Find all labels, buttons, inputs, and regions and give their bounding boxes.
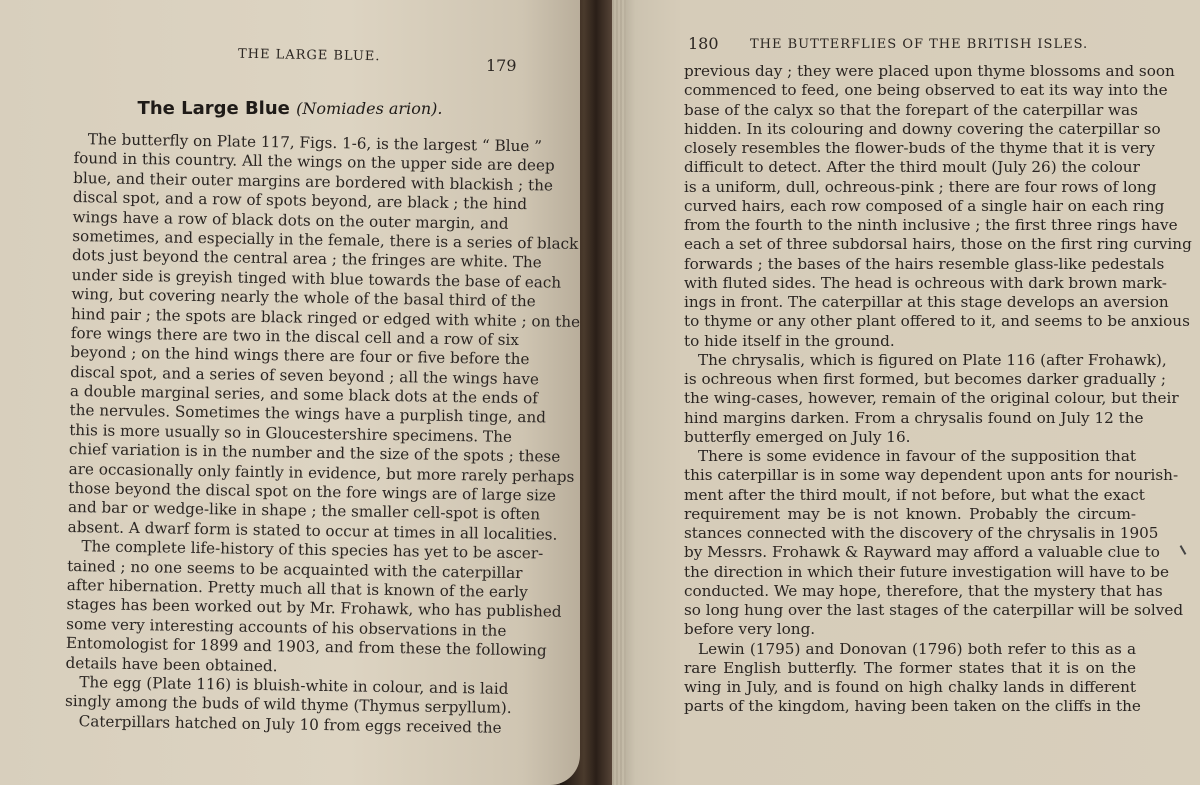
text-line: ings in front. The caterpillar at this stage develops an aversion [684, 293, 1169, 311]
text-line: difficult to detect. After the third moult (July 26) the colour [684, 158, 1140, 177]
text-line: fore wings there are two in the discal cell and a row of six [70, 323, 520, 349]
text-line: are occasionally only faintly in evidence, but more rarely perhaps [68, 459, 575, 486]
text-line: stages has been worked out by Mr. Frohawk, who has published [66, 595, 562, 622]
text-line: requirement may be is not known. Probably the circum- [684, 504, 1136, 523]
text-line: The butterfly on Plate 117, Figs. 1-6, is the largest “ Blue ” [87, 130, 543, 156]
text-line: There is some evidence in favour of the supposition that [698, 447, 1136, 465]
text-line: Entomologist for 1899 and 1903, and from these the following [65, 634, 547, 660]
text-line: those beyond the discal spot on the fore wings are of large size [68, 478, 557, 505]
text-line: so long hung over the last stages of the caterpillar will be solved [684, 601, 1184, 619]
text-line: closely resembles the flower-buds of the thyme that it is very [684, 139, 1155, 157]
text-line: commenced to feed, one being observed to eat its way into the [684, 81, 1168, 100]
text-line: Caterpillars hatched on July 10 from eggs received the [78, 711, 502, 737]
text-line: ment after the third moult, if not before, but what the exact [684, 485, 1145, 504]
text-line: under side is greyish tinged with blue towards the base of each [71, 265, 562, 292]
text-line: chief variation is in the number and the size of the spots ; these [68, 440, 561, 466]
text-line: hind pair ; the spots are black ringed or edged with white ; on the [70, 304, 581, 331]
text-line: is ochreous when first formed, but becomes darker gradually ; [684, 370, 1166, 388]
text-line: after hibernation. Pretty much all that is known of the early [66, 575, 528, 602]
text-line: The complete life-history of this species has yet to be ascer- [81, 537, 544, 563]
text-line: a double marginal series, and some black dots at the ends of [69, 382, 538, 408]
text-line: curved hairs, each row composed of a single hair on each ring [684, 196, 1165, 215]
text-line: discal spot, and a row of spots beyond, are black ; the hind [72, 188, 528, 214]
text-line: some very interesting accounts of his observations in the [66, 614, 507, 640]
text-line: this is more usually so in Gloucestershire specimens. The [69, 420, 513, 446]
text-line: blue, and their outer margins are bordered with blackish ; the [73, 168, 554, 195]
text-line: wing, but covering nearly the whole of the basal third of the [71, 285, 536, 311]
text-line: to hide itself in the ground. [684, 331, 895, 350]
body-text [64, 130, 581, 738]
text-line: wing in July, and is found on high chalky lands in different [684, 678, 1136, 696]
text-line: from the fourth to the ninth inclusive ; the first three rings have [684, 216, 1178, 234]
text-line: rare English butterfly. The former states that it is on the [684, 658, 1136, 677]
text-line: previous day ; they were placed upon thyme blossoms and soon [684, 62, 1175, 80]
text-line: The chrysalis, which is figured on Plate 116 (after Frohawk), [698, 350, 1167, 369]
text-line: forwards ; the bases of the hairs resemble glass-like pedestals [684, 254, 1165, 273]
page-number: 180 [688, 34, 719, 53]
text-line: discal spot, and a series of seven beyond ; all the wings have [70, 362, 540, 389]
text-line: tained ; no one seems to be acquainted with the caterpillar [67, 556, 523, 582]
text-line: hidden. In its colouring and downy covering the caterpillar so [684, 119, 1161, 138]
text-line: absent. A dwarf form is stated to occur at times in all localities. [67, 517, 558, 544]
text-line: by Messrs. Frohawk & Rayward may afford a valuable clue to [684, 543, 1160, 562]
text-line: the wing-cases, however, remain of the original colour, but their [684, 389, 1179, 408]
text-line: sometimes, and especially in the female, there is a series of black [72, 226, 579, 253]
title-text: The Large Blue [137, 98, 290, 119]
text-line: singly among the buds of wild thyme (Thymus serpyllum). [64, 692, 512, 718]
text-line: base of the calyx so that the forepart of the caterpillar was [684, 100, 1138, 119]
text-line: each a set of three subdorsal hairs, those on the first ring curving [684, 235, 1192, 254]
text-line: parts of the kingdom, having been taken on the cliffs in the [684, 697, 1141, 716]
text-line: beyond ; on the hind wings there are four or five before the [70, 343, 530, 369]
text-line: hind margins darken. From a chrysalis found on July 12 the [684, 408, 1144, 427]
title-latin-name: (Nomiades arion). [296, 99, 443, 118]
right-page [612, 0, 1200, 785]
chapter-title [60, 98, 520, 119]
page-edge [612, 0, 626, 785]
text-line: to thyme or any other plant offered to it, and seems to be anxious [684, 312, 1190, 331]
text-line: conducted. We may hope, therefore, that the mystery that has [684, 581, 1163, 600]
text-line: The egg (Plate 116) is bluish-white in colour, and is laid [79, 673, 509, 698]
running-head: THE BUTTERFLIES OF THE BRITISH ISLES. [750, 37, 1089, 52]
body-text [684, 62, 1192, 717]
text-line: the nervules. Sometimes the wings have a purplish tinge, and [69, 401, 547, 427]
text-line: dots just beyond the central area ; the fringes are white. The [71, 246, 542, 272]
text-line: wings have a row of black dots on the outer margin, and [72, 207, 509, 233]
left-page [0, 0, 580, 785]
text-line: this caterpillar is in some way dependent upon ants for nourish- [684, 466, 1179, 485]
text-line: before very long. [684, 620, 816, 639]
text-line: and bar or wedge-like in shape ; the smaller cell-spot is often [67, 498, 541, 524]
text-line: with fluted sides. The head is ochreous with dark brown mark- [684, 273, 1167, 292]
text-line: stances connected with the discovery of the chrysalis in 1905 [684, 524, 1159, 542]
text-line: details have been obtained. [65, 653, 278, 675]
text-line: is a uniform, dull, ochreous-pink ; there are four rows of long [684, 177, 1157, 196]
page-number: 179 [486, 56, 517, 75]
text-line: Lewin (1795) and Donovan (1796) both refer to this as a [698, 639, 1136, 658]
text-line: butterfly emerged on July 16. [684, 427, 911, 446]
text-line: the direction in which their future investigation will have to be [684, 562, 1170, 581]
running-head: THE LARGE BLUE. [237, 46, 381, 65]
text-line: found in this country. All the wings on the upper side are deep [73, 149, 555, 175]
